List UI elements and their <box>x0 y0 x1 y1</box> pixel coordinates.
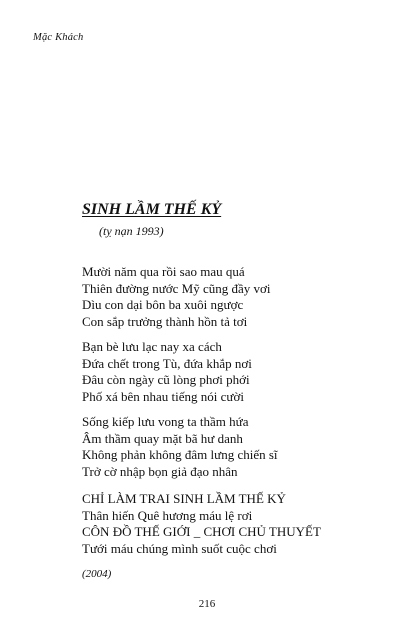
poem-subtitle: (tỵ nạn 1993) <box>99 224 164 238</box>
poem-line: Mười năm qua rồi sao mau quá <box>82 264 245 279</box>
poem-title: SINH LẦM THẾ KỶ <box>82 201 222 218</box>
page-number: 216 <box>198 598 216 610</box>
poem-line: Đứa chết trong Tù, đứa khắp nơi <box>82 355 252 371</box>
poem-line: Thân hiến Quê hương máu lệ rơi <box>82 507 253 523</box>
poem-line: CÔN ĐỒ THẾ GIỚI _ CHƠI CHỦ THUYẾT <box>82 524 321 540</box>
stanza-3 <box>82 414 278 480</box>
poem-line: Không phản không đâm lưng chiến sĩ <box>82 447 278 463</box>
poem-line: Dìu con dại bôn ba xuôi ngược <box>82 297 244 313</box>
stanza-1 <box>82 264 271 330</box>
poem-line: Tưới máu chúng mình suốt cuộc chơi <box>82 540 277 556</box>
poem-line: Bạn bè lưu lạc nay xa cách <box>82 339 222 354</box>
poem-line: Trở cờ nhập bọn giả đạo nhân <box>82 463 238 479</box>
stanza-4 <box>82 491 321 557</box>
stanza-2 <box>82 339 252 405</box>
poem-line: Con sắp trưởng thành hồn tả tơi <box>82 313 248 329</box>
running-header-author: Mặc Khách <box>33 32 84 43</box>
poem-line: Phố xá bên nhau tiếng nói cười <box>82 388 244 404</box>
poem-line: Âm thầm quay mặt bã hư danh <box>82 430 243 446</box>
poem-line: Sống kiếp lưu vong ta thầm hứa <box>82 414 249 429</box>
poem-line: CHỈ LÀM TRAI SINH LẦM THẾ KỶ <box>82 491 286 506</box>
poem-line: Thiên đường nước Mỹ cũng đầy vơi <box>82 280 271 296</box>
poem-line: Đâu còn ngày cũ lòng phơi phới <box>82 372 250 388</box>
poem-year-note: (2004) <box>82 568 112 580</box>
